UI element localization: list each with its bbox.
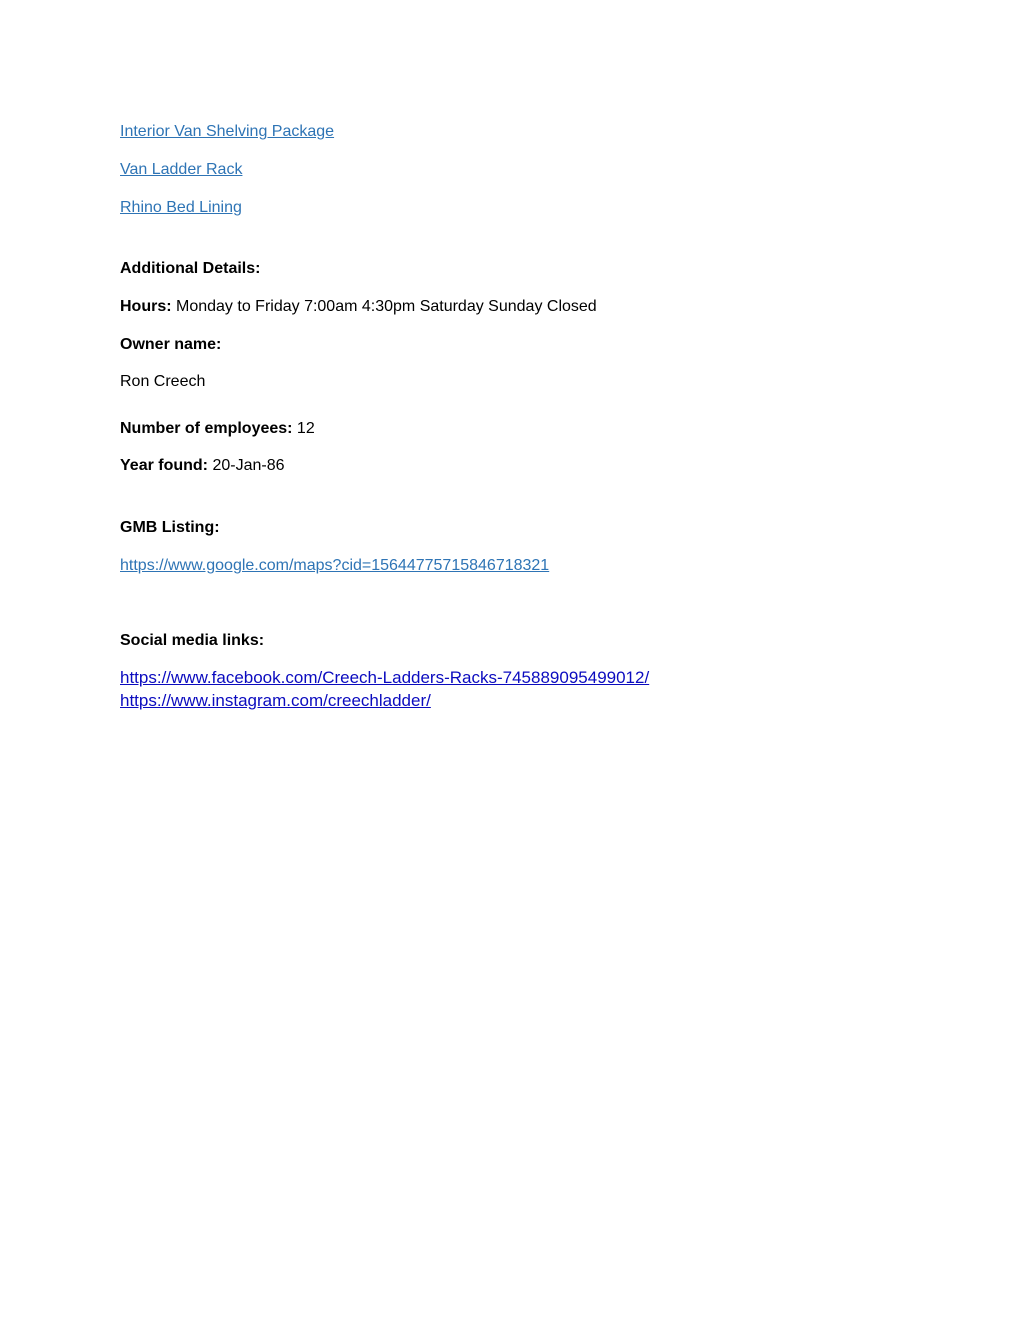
owner-name-value: Ron Creech <box>120 373 206 390</box>
hours-row <box>120 297 597 317</box>
employees-row <box>120 419 315 439</box>
interior-van-shelving-link[interactable]: Interior Van Shelving Package <box>120 123 335 140</box>
instagram-link[interactable]: https://www.instagram.com/creechladder/ <box>120 691 431 710</box>
facebook-link[interactable]: https://www.facebook.com/Creech-Ladders-Racks-745889095499012/ <box>120 668 650 687</box>
employees-label: Number of employees: <box>120 420 293 437</box>
rhino-bed-lining-link[interactable]: Rhino Bed Lining <box>120 199 242 216</box>
hours-label: Hours: <box>120 298 172 315</box>
gmb-listing-heading: GMB Listing: <box>120 519 220 536</box>
employees-value: 12 <box>292 420 315 437</box>
owner-name-label: Owner name: <box>120 336 222 353</box>
social-media-heading: Social media links: <box>120 632 265 649</box>
van-ladder-rack-link[interactable]: Van Ladder Rack <box>120 161 243 178</box>
year-found-value: 20-Jan-86 <box>208 457 285 474</box>
year-found-label: Year found: <box>120 457 209 474</box>
year-found-row <box>120 456 285 476</box>
additional-details-heading: Additional Details: <box>120 260 261 277</box>
gmb-listing-link[interactable]: https://www.google.com/maps?cid=15644775715846718321 <box>120 557 550 574</box>
hours-value: Monday to Friday 7:00am 4:30pm Saturday Sunday Closed <box>171 298 597 315</box>
